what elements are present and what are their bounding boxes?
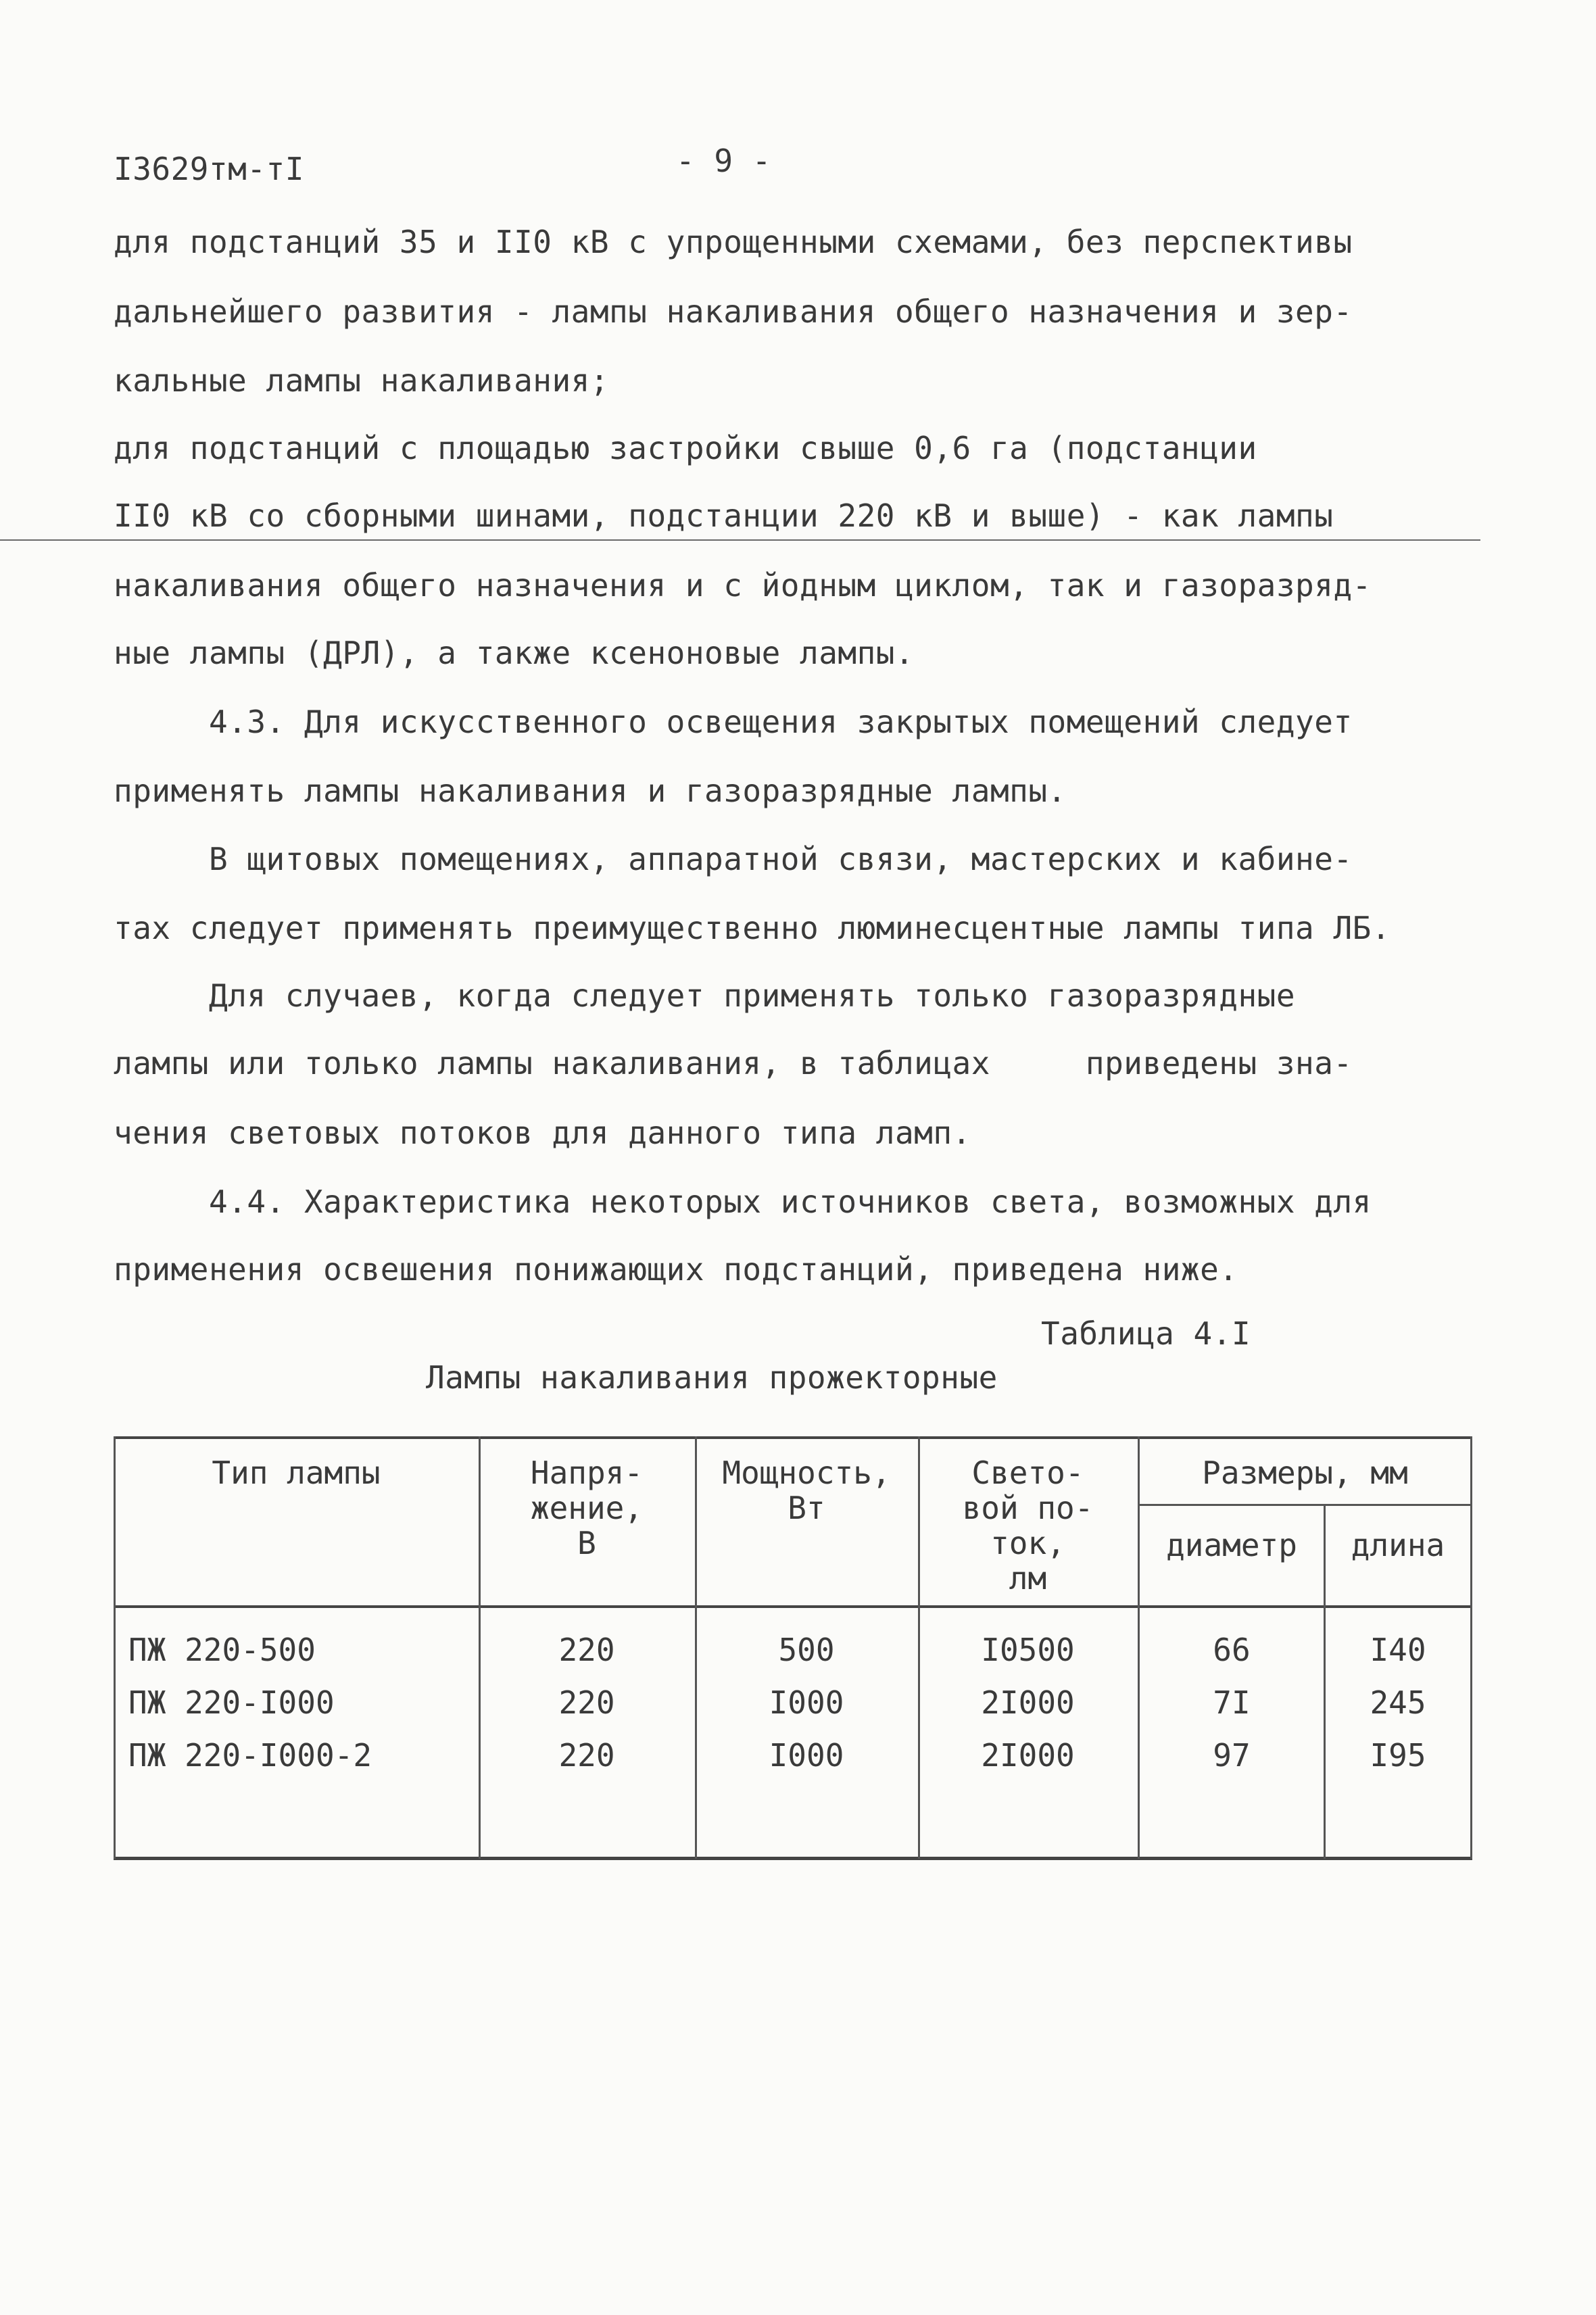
column-divider [695,1436,697,1859]
table-header-rule [114,1605,1472,1608]
cell-diameter: 97 [1213,1737,1251,1774]
cell-type: ПЖ 220-I000 [128,1684,335,1721]
body-line: применять лампы накаливания и газоразрядные лампы. [114,773,1067,809]
body-line: кальные лампы накаливания; [114,362,610,399]
cell-length: I40 [1370,1632,1426,1668]
table-border-right [1470,1436,1472,1859]
table-title: Лампы накаливания прожекторные [426,1359,998,1396]
body-line: Для случаев, когда следует применять только газоразрядные [114,977,1296,1014]
cell-diameter: 66 [1213,1632,1251,1668]
margin-rule [0,539,1480,541]
header-diameter: диаметр [1166,1527,1297,1563]
table-bottom-rule [114,1857,1472,1860]
cell-diameter: 7I [1213,1684,1251,1721]
cell-length: I95 [1370,1737,1426,1774]
column-divider [918,1436,920,1859]
body-line: для подстанций 35 и II0 кВ с упрощенными схемами, без перспективы [114,224,1353,260]
cell-power: I000 [769,1737,844,1774]
cell-flux: 2I000 [981,1684,1075,1721]
body-line: лампы или только лампы накаливания, в таблицах приведены зна- [114,1045,1353,1081]
header-flux: Свето- вой по- ток, лм [962,1455,1094,1597]
cell-voltage: 220 [558,1684,615,1721]
header-size-group: Размеры, мм [1202,1455,1408,1491]
body-line: 4.3. Для искусственного освещения закрытых помещений следует [114,704,1353,740]
table-number: Таблица 4.I [1041,1315,1251,1352]
body-line: чения световых потоков для данного типа ламп. [114,1115,971,1151]
body-line: 4.4. Характеристика некоторых источников света, возможных для [114,1184,1372,1220]
header-type: Тип лампы [212,1455,381,1491]
cell-voltage: 220 [558,1737,615,1774]
body-line: дальнейшего развития - лампы накаливания общего назначения и зер- [114,293,1353,330]
table-border-left [114,1436,116,1859]
body-line: ные лампы (ДРЛ), а также ксеноновые лампы. [114,635,915,671]
header-voltage: Напря- жение, В [530,1455,644,1561]
cell-type: ПЖ 220-I000-2 [128,1737,372,1774]
document-code: I3629тм-тI [114,151,304,187]
body-line: тах следует применять преимущественно люминесцентные лампы типа ЛБ. [114,910,1391,946]
cell-type: ПЖ 220-500 [128,1632,316,1668]
cell-length: 245 [1370,1684,1426,1721]
header-length: длина [1351,1527,1445,1563]
cell-power: I000 [769,1684,844,1721]
body-line: для подстанций с площадью застройки свыше 0,6 га (подстанции [114,430,1257,466]
body-line: накаливания общего назначения и с йодным циклом, так и газоразряд- [114,567,1372,604]
lamp-table [114,1436,1472,1862]
body-line: применения освешения понижающих подстанций, приведена ниже. [114,1251,1238,1288]
table-top-rule [114,1436,1472,1439]
body-line: II0 кВ со сборными шинами, подстанции 220 кВ и выше) - как лампы [114,497,1334,534]
body-line: В щитовых помещениях, аппаратной связи, мастерских и кабине- [114,841,1353,877]
header-power: Мощность, Вт [722,1455,891,1526]
cell-flux: I0500 [981,1632,1075,1668]
column-divider [1138,1436,1140,1859]
column-divider [479,1436,481,1859]
cell-voltage: 220 [558,1632,615,1668]
column-divider [1324,1504,1326,1859]
cell-flux: 2I000 [981,1737,1075,1774]
cell-power: 500 [778,1632,835,1668]
size-subheader-rule [1138,1504,1472,1506]
page-number: - 9 - [676,143,771,179]
